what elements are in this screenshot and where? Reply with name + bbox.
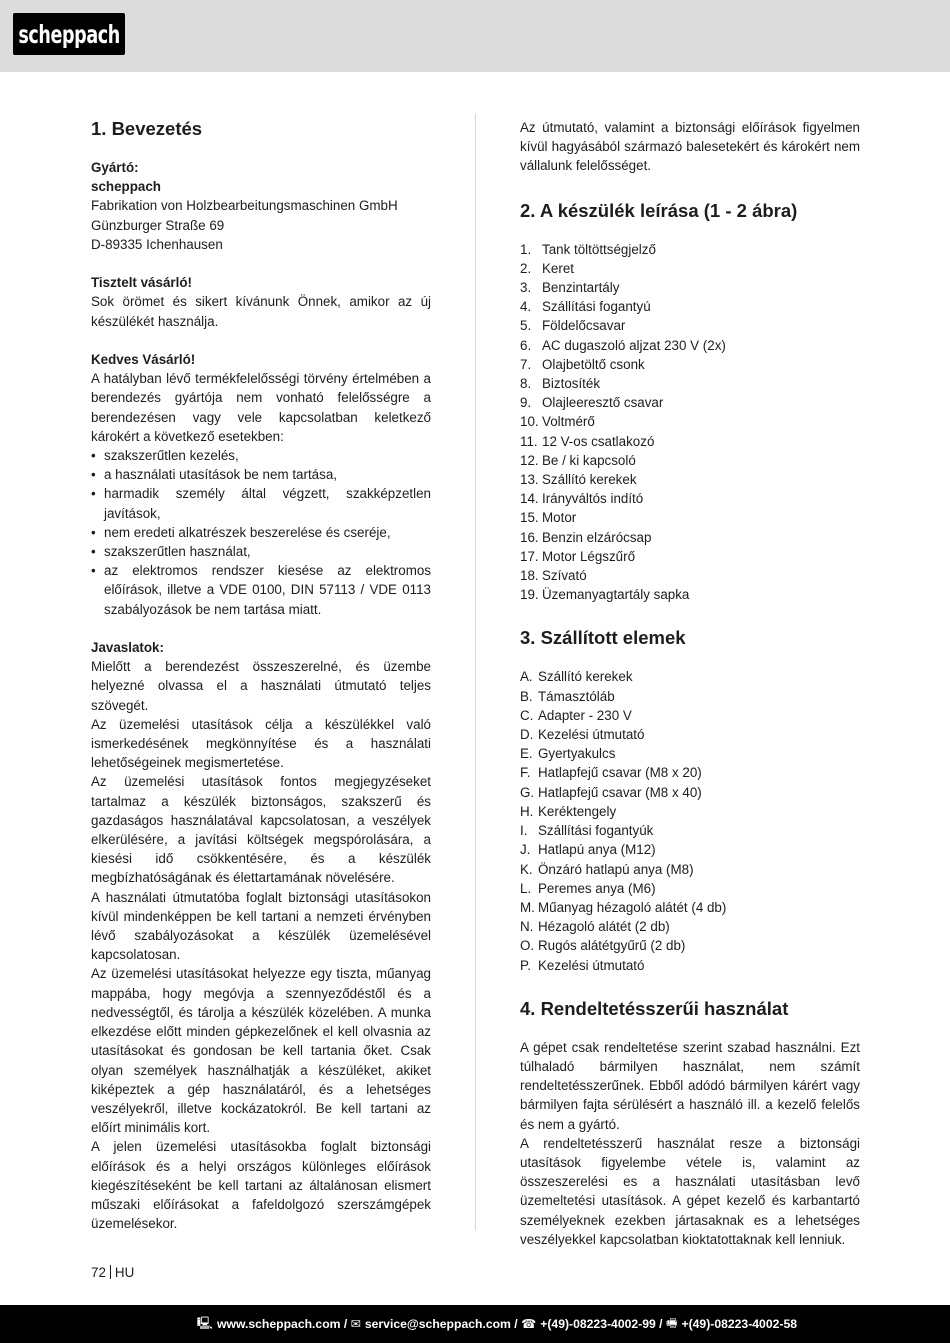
list-item: I. Szállítási fogantyúk [520, 823, 654, 839]
delivered-items-list [520, 667, 860, 974]
email-icon: ✉︎ [350, 1317, 361, 1331]
logo-text: scheppach [18, 19, 120, 49]
list-item: 9. Olajleeresztő csavar [520, 395, 664, 411]
liability-text: A hatályban lévő termékfelelősségi törvény értelmében a berendezés gyártója nem vonható felelősségre a berendezésen vagy vele kapcsolatban keletkező károkért a következő esetekben: [91, 371, 431, 444]
dear-customer-label: Tisztelt vásárló! [91, 275, 192, 291]
list-item: M. Műanyag hézagoló alátét (4 db) [520, 899, 727, 915]
phone-icon: ☎︎ [521, 1317, 537, 1331]
recommendation-paragraph: A használati útmutatóba foglalt biztonsági utasításokon kívül mindenképpen be kell tartani a nemzeti érvényben lévő szabályozásokat a készülék üzemelésével kapcsolatosan. [91, 889, 431, 963]
list-item: 6. AC dugaszoló aljzat 230 V (2x) [520, 337, 726, 353]
list-item: • az elektromos rendszer kiesése az elektromos előírások, illetve a VDE 0100, DIN 57113 / VDE 0113 szabályozások be nem tartása miatt. [91, 561, 431, 619]
page-language: HU [114, 1265, 135, 1280]
page-number [91, 1265, 134, 1280]
list-item: D. Kezelési útmutató [520, 727, 645, 743]
list-item: 17. Motor Légszűrő [520, 548, 636, 564]
computer-icon: 🖳︎ [196, 1315, 213, 1330]
list-item: O. Rugós alátétgyűrű (2 db) [520, 938, 686, 954]
list-item: • a használati utasítások be nem tartása, [91, 465, 431, 484]
dear-customer-text: Sok örömet és sikert kívánunk Önnek, amikor az új készülékét használja. [91, 294, 431, 329]
kind-customer-label: Kedves Vásárló! [91, 352, 196, 367]
list-item: 8. Biztosíték [520, 376, 601, 392]
list-item: H. Keréktengely [520, 803, 617, 819]
list-item: • szakszerűtlen kezelés, [91, 446, 431, 465]
list-item: N. Hézagoló alátét (2 db) [520, 919, 670, 935]
list-item: 1. Tank töltöttségjelző [520, 241, 656, 257]
liability-list [91, 446, 431, 619]
list-item: 5. Földelőcsavar [520, 318, 626, 334]
recommendation-paragraph: Mielőtt a berendezést összeszerelné, és üzembe helyezné olvassa el a használati útmutató teljes szövegét. [91, 659, 431, 713]
list-item: F. Hatlapfejű csavar (M8 x 20) [520, 765, 702, 781]
parts-list [520, 240, 860, 605]
list-item: G. Hatlapfejű csavar (M8 x 40) [520, 784, 702, 800]
list-item: 10. Voltmérő [520, 414, 595, 430]
list-item: • harmadik személy által végzett, szakképzetlen javítások, [91, 484, 431, 522]
recommendations-label: Javaslatok: [91, 640, 164, 656]
list-item: J. Hatlapú anya (M12) [520, 842, 656, 858]
list-item: 7. Olajbetöltő csonk [520, 356, 645, 372]
list-item: 3. Benzintartály [520, 280, 620, 296]
section-1-title: 1. Bevezetés [91, 118, 203, 139]
list-item: 12. Be / ki kapcsoló [520, 452, 636, 468]
footer-phone: +(49)-08223-4002-99 / [540, 1317, 663, 1331]
list-item: E. Gyertyakulcs [520, 746, 616, 762]
column-divider [475, 114, 476, 1230]
fax-icon: 🖷︎ [665, 1315, 678, 1330]
list-item: 18. Szívató [520, 568, 587, 584]
manufacturer-line: Fabrikation von Holzbearbeitungsmaschinen GmbH [91, 198, 398, 214]
list-item: 13. Szállító kerekek [520, 472, 637, 488]
intended-use-paragraph: A gépet csak rendeltetése szerint szabad használni. Ezt túlhaladó bármilyen használat, nem számít rendeltetésszerűnek. Ebből adódó bármilyen kárért vagy bármilyen fajta sérülésért a használó ill. a kezelő felelős és nem a gyártó. [520, 1039, 860, 1132]
footer-fax: +(49)-08223-4002-58 [681, 1317, 797, 1331]
list-item: 4. Szállítási fogantyú [520, 299, 651, 315]
list-item: 11. 12 V-os csatlakozó [520, 433, 655, 449]
recommendation-paragraph: Az üzemelési utasítások fontos megjegyzéseket tartalmaz a készülék biztonságos, szakszerű és gazdaságos használatával kapcsolatosan, a veszélyek elkerülésére, a javítási költségek megspórolására, a kiesési idő csökkentésére, és a készülék megbízhatóságának és élettartamának növelésére. [91, 774, 431, 886]
page-number-value: 72 [91, 1265, 106, 1280]
intended-use-paragraph: A rendeltetésszerű használat resze a biztonsági utasítások figyelembe vétele is, valamint az összeszerelési es a használati utasításban levő üzemeltetési utasítások. A gépet kezelő és karbantartó személyeknek ezekben jártasaknak es a lehetséges veszélyekkel kapcsolatban kioktatottaknak kell lenniuk. [520, 1135, 860, 1247]
list-item: 15. Motor [520, 510, 577, 526]
list-item: K. Önzáró hatlapú anya (M8) [520, 861, 694, 877]
list-item: 2. Keret [520, 260, 575, 276]
list-item: P. Kezelési útmutató [520, 957, 645, 973]
manufacturer-name: scheppach [91, 179, 161, 195]
footer-email[interactable]: service@scheppach.com / [364, 1317, 518, 1331]
disclaimer-text: Az útmutató, valamint a biztonsági előírások figyelmen kívül hagyásából származó balesetekért és károkért nem vállalunk felelősséget. [520, 120, 860, 174]
footer-website[interactable]: www.scheppach.com / [217, 1317, 348, 1331]
list-item: L. Peremes anya (M6) [520, 880, 656, 896]
footer-bar [0, 1305, 950, 1343]
section-3-title: 3. Szállított elemek [520, 627, 686, 649]
right-column [520, 118, 860, 1249]
manufacturer-line: Günzburger Straße 69 [91, 217, 225, 233]
recommendation-paragraph: A jelen üzemelési utasításokba foglalt biztonsági előírások és a helyi országos különleges előírások kiegészítéseként be kell tartani az általánosan elismert műszaki előírásokat a fafeldolgozó szerszámgépek üzemelésekor. [91, 1139, 431, 1232]
scheppach-logo [13, 13, 125, 55]
section-4-title: 4. Rendeltetésszerűi használat [520, 997, 789, 1019]
page-number-separator [110, 1265, 111, 1279]
section-2-title: 2. A készülék leírása (1 - 2 ábra) [520, 199, 798, 221]
list-item: • szakszerűtlen használat, [91, 542, 431, 561]
header-bar [0, 0, 950, 72]
left-column [91, 118, 431, 1233]
list-item: A. Szállító kerekek [520, 669, 633, 685]
list-item: • nem eredeti alkatrészek beszerelése és cseréje, [91, 523, 431, 542]
list-item: 19. Üzemanyagtartály sapka [520, 587, 690, 603]
list-item: C. Adapter - 230 V [520, 707, 632, 723]
manufacturer-label: Gyártó: [91, 160, 139, 175]
recommendation-paragraph: Az üzemelési utasításokat helyezze egy tiszta, műanyag mappába, hogy megóvja a szennyeződéstől és a nedvességtől, és tárolja a készülék közelében. A munka elkezdése előtt minden gépkezelőnek el kell olvasnia az utasításokat és gondosan be kell tartania őket. Csak olyan személyek használhatják a készüléket, akiket kiképeztek a gép használatáról, és a lehetséges veszélyekről, illetve kockázatokról. Be kell tartani az előírt minimális kort. [91, 966, 431, 1136]
list-item: B. Támasztóláb [520, 688, 615, 704]
manufacturer-line: D-89335 Ichenhausen [91, 236, 223, 252]
recommendation-paragraph: Az üzemelési utasítások célja a készülékkel való ismerkedésének megkönnyítése és a használati lehetőségeinek megismertetése. [91, 716, 431, 771]
list-item: 16. Benzin elzárócsap [520, 529, 652, 545]
list-item: 14. Irányváltós indító [520, 491, 644, 507]
